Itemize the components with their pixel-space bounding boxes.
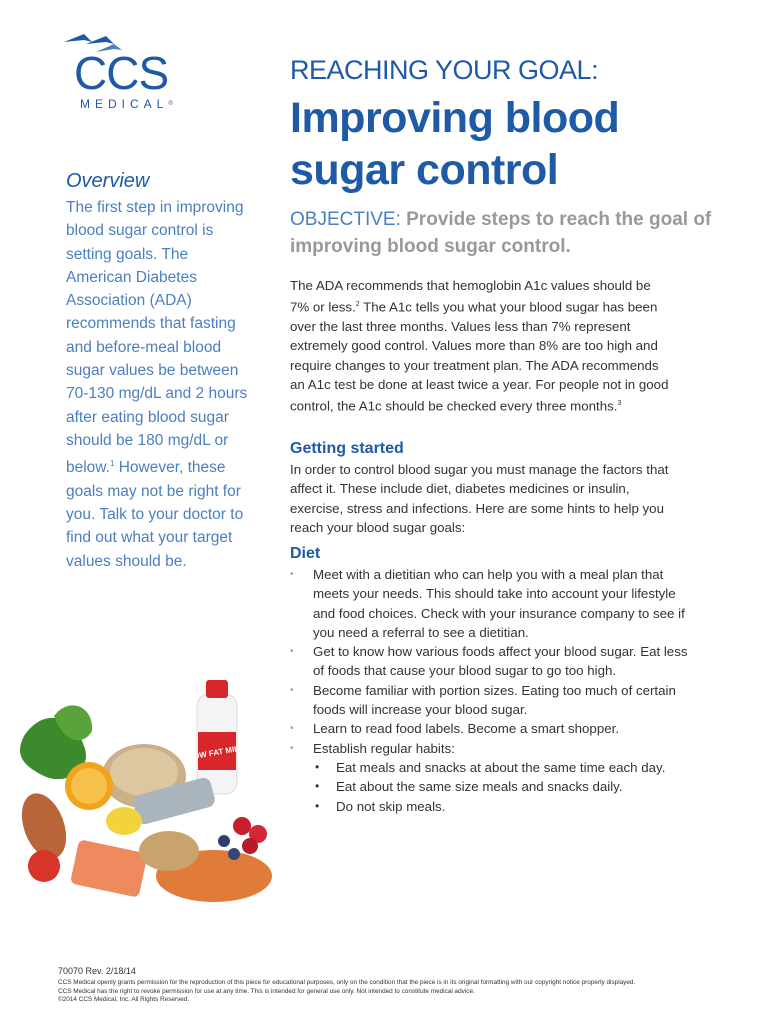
bullet-icon: • [315,759,320,774]
list-item: • Eat about the same size meals and snacks daily. [313,777,690,796]
list-item: • Become familiar with portion sizes. Eating too much of certain foods will increase your blood sugar. [290,682,676,718]
bullet-icon: • [290,684,294,696]
bullet-icon: • [290,723,294,735]
bullet-icon: • [290,742,294,754]
objective-label: OBJECTIVE: [290,209,401,230]
logo-subtext: MEDICAL® [80,97,173,111]
milk-label: LOW FAT MILK [187,743,246,762]
bullet-icon: • [290,646,294,658]
logo-wordmark: CCS [74,47,169,99]
ccs-medical-logo [60,28,180,111]
list-item: • Eat meals and snacks at about the same time each day. [313,758,690,777]
bullet-icon: • [315,798,320,813]
page-title: Improving blood sugar control [290,94,620,194]
getting-started-text: In order to control blood sugar you must manage the factors that affect it. These include diet, diabetes medicines or insulin, exercise, stress and infections. Here are some hints to help you reach your blood sugar goals: [290,462,669,535]
list-item: • Learn to read food labels. Become a smart shopper. [290,719,690,738]
diet-list [290,565,690,816]
document-code: 70070 Rev. 2/18/14 [58,966,136,976]
habits-sublist [313,758,690,816]
list-item: • Meet with a dietitian who can help you with a meal plan that meets your needs. This should take into account your lifestyle and food choices. Check with your insurance company to see if you need a referral to see a dietitian. [290,567,685,640]
healthy-food-illustration [14,676,284,911]
milk-bottle-icon [188,680,246,794]
overview-heading: Overview [66,170,150,192]
list-item: • Establish regular habits: • Eat meals and snacks at about the same time each day. • Eat about the same size meals and snacks daily. • Do not skip meals. [290,739,690,816]
objective-statement [290,206,730,260]
list-item: • Get to know how various foods affect your blood sugar. Eat less of foods that cause your blood sugar to go too high. [290,644,688,679]
intro-paragraph: The ADA recommends that hemoglobin A1c values should be 7% or less.$^2$ The A1c tells you what your blood sugar has been over the last three months. Values less than 7% represent extremely good control. Values more than 8% are too high and require changes to your treatment plan. The ADA recommends an A1c test be done at least twice a year. For people not in good control, the A1c should be checked every three months.$^3$ [290,278,669,414]
overview-text: The first step in improving blood sugar control is setting goals. The American Diabetes Association (ADA) recommends that fasting and before-meal blood sugar values be between 70-130 mg/dL and 2 hours after eating blood sugar should be 180 mg/dL or below.$^1$ However, these goals may not be right for you. Talk to your doctor to find out what your target values should be. [66,199,248,570]
page-kicker: REACHING YOUR GOAL: [290,55,599,85]
objective-text: Provide steps to reach the goal of improving blood sugar control. [290,209,712,257]
bullet-icon: • [315,779,320,794]
list-item: • Do not skip meals. [313,797,690,816]
diet-heading: Diet [290,545,321,562]
bullet-icon: • [290,569,294,580]
legal-notice: CCS Medical openly grants permission for the reproduction of this piece for educational purposes, only on the condition that the piece is in its original formatting with our copyright notice properly displayed. CCS Medical has the right to revoke permission for use at any time. This is intended for general use only. Not intended to constitute medical advice. ©2014 CCS Medical, Inc. All Rights Reserved. [58,979,636,1004]
getting-started-heading: Getting started [290,440,404,457]
